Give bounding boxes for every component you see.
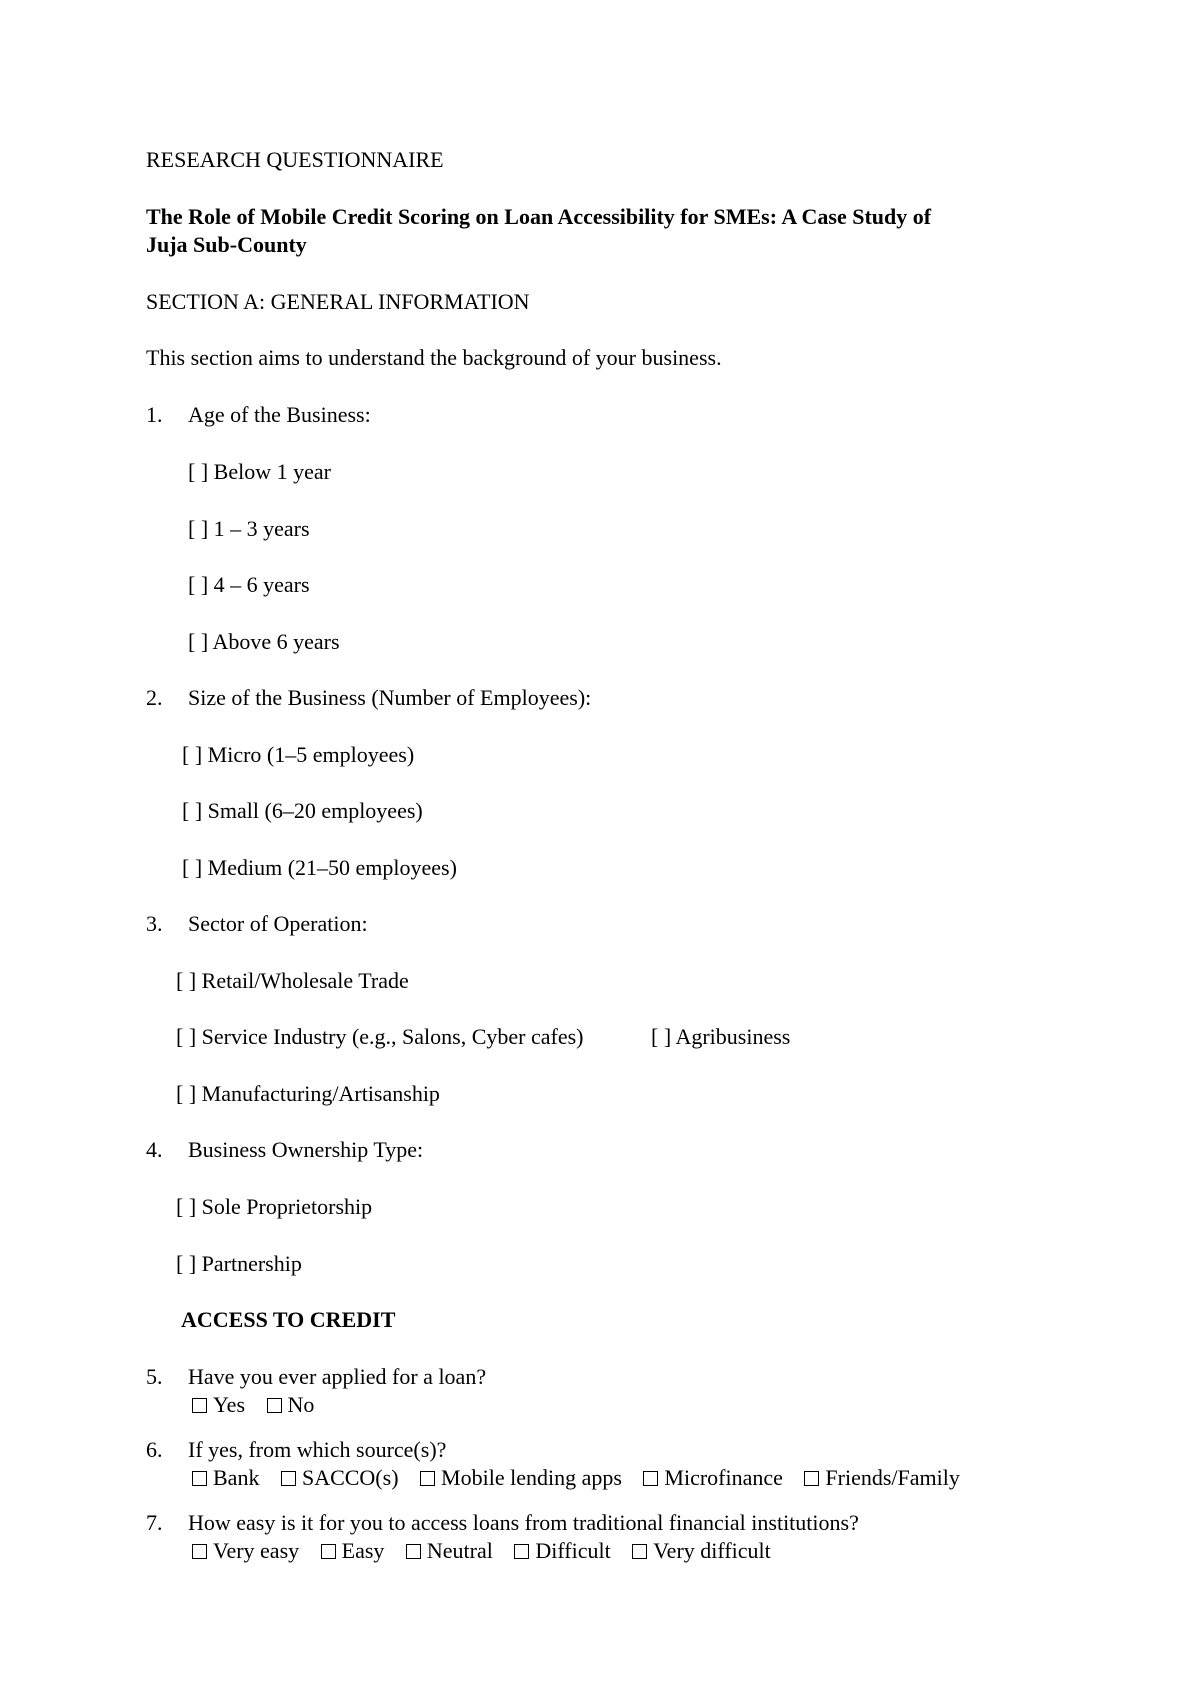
checkbox-icon[interactable] xyxy=(514,1544,529,1559)
q4-option-sole-proprietorship[interactable]: [ ] Sole Proprietorship xyxy=(176,1194,373,1219)
checkbox-icon[interactable] xyxy=(281,1471,296,1486)
question-7-text: How easy is it for you to access loans from traditional financial institutions? xyxy=(188,1510,859,1535)
question-3-text: Sector of Operation: xyxy=(188,911,368,936)
q5-options xyxy=(192,1391,314,1419)
q1-option-1-3-years[interactable]: [ ] 1 – 3 years xyxy=(188,516,310,541)
checkbox-icon[interactable] xyxy=(192,1544,207,1559)
q5-option-yes[interactable]: Yes xyxy=(192,1392,245,1417)
checkbox-icon[interactable] xyxy=(406,1544,421,1559)
checkbox-icon[interactable] xyxy=(192,1471,207,1486)
question-3-number: 3. xyxy=(146,911,163,936)
section-a-heading: SECTION A: GENERAL INFORMATION xyxy=(146,289,530,314)
access-to-credit-heading: ACCESS TO CREDIT xyxy=(181,1307,396,1332)
q7-options xyxy=(192,1537,771,1565)
question-2-text: Size of the Business (Number of Employees): xyxy=(188,685,592,710)
q6-option-bank[interactable]: Bank xyxy=(192,1465,259,1490)
q1-option-above-6-years[interactable]: [ ] Above 6 years xyxy=(188,629,340,654)
q2-option-small[interactable]: [ ] Small (6–20 employees) xyxy=(182,798,423,823)
question-5-text: Have you ever applied for a loan? xyxy=(188,1364,487,1389)
question-4-number: 4. xyxy=(146,1137,163,1162)
q6-option-friends-family[interactable]: Friends/Family xyxy=(804,1465,959,1490)
section-a-intro: This section aims to understand the background of your business. xyxy=(146,345,722,370)
q3-option-service-industry[interactable]: [ ] Service Industry (e.g., Salons, Cyber cafes) xyxy=(176,1024,584,1049)
question-7-number: 7. xyxy=(146,1510,163,1535)
question-2-number: 2. xyxy=(146,685,163,710)
q3-option-retail-wholesale[interactable]: [ ] Retail/Wholesale Trade xyxy=(176,968,409,993)
checkbox-icon[interactable] xyxy=(420,1471,435,1486)
q3-option-manufacturing[interactable]: [ ] Manufacturing/Artisanship xyxy=(176,1081,440,1106)
q4-option-partnership[interactable]: [ ] Partnership xyxy=(176,1251,302,1276)
q7-option-easy[interactable]: Easy xyxy=(321,1538,385,1563)
q2-option-micro[interactable]: [ ] Micro (1–5 employees) xyxy=(182,742,415,767)
checkbox-icon[interactable] xyxy=(643,1471,658,1486)
q7-option-very-easy[interactable]: Very easy xyxy=(192,1538,299,1563)
checkbox-icon[interactable] xyxy=(632,1544,647,1559)
questionnaire-heading: RESEARCH QUESTIONNAIRE xyxy=(146,147,444,172)
q7-option-neutral[interactable]: Neutral xyxy=(406,1538,493,1563)
q3-option-agribusiness[interactable]: [ ] Agribusiness xyxy=(651,1024,791,1049)
q7-option-difficult[interactable]: Difficult xyxy=(514,1538,610,1563)
q6-option-mobile-lending-apps[interactable]: Mobile lending apps xyxy=(420,1465,622,1490)
checkbox-icon[interactable] xyxy=(804,1471,819,1486)
q5-option-no[interactable]: No xyxy=(267,1392,315,1417)
q6-option-sacco[interactable]: SACCO(s) xyxy=(281,1465,399,1490)
question-1-number: 1. xyxy=(146,402,163,427)
title-line-2: Juja Sub-County xyxy=(146,232,307,257)
title-line-1: The Role of Mobile Credit Scoring on Loan Accessibility for SMEs: A Case Study of xyxy=(146,204,932,229)
q1-option-4-6-years[interactable]: [ ] 4 – 6 years xyxy=(188,572,310,597)
q6-options xyxy=(192,1464,960,1492)
question-5-number: 5. xyxy=(146,1364,163,1389)
question-6-number: 6. xyxy=(146,1437,163,1462)
question-6-text: If yes, from which source(s)? xyxy=(188,1437,447,1462)
q2-option-medium[interactable]: [ ] Medium (21–50 employees) xyxy=(182,855,457,880)
q1-option-below-1-year[interactable]: [ ] Below 1 year xyxy=(188,459,331,484)
q6-option-microfinance[interactable]: Microfinance xyxy=(643,1465,783,1490)
checkbox-icon[interactable] xyxy=(267,1398,282,1413)
question-4-text: Business Ownership Type: xyxy=(188,1137,424,1162)
q7-option-very-difficult[interactable]: Very difficult xyxy=(632,1538,771,1563)
checkbox-icon[interactable] xyxy=(192,1398,207,1413)
question-1-text: Age of the Business: xyxy=(188,402,371,427)
checkbox-icon[interactable] xyxy=(321,1544,336,1559)
